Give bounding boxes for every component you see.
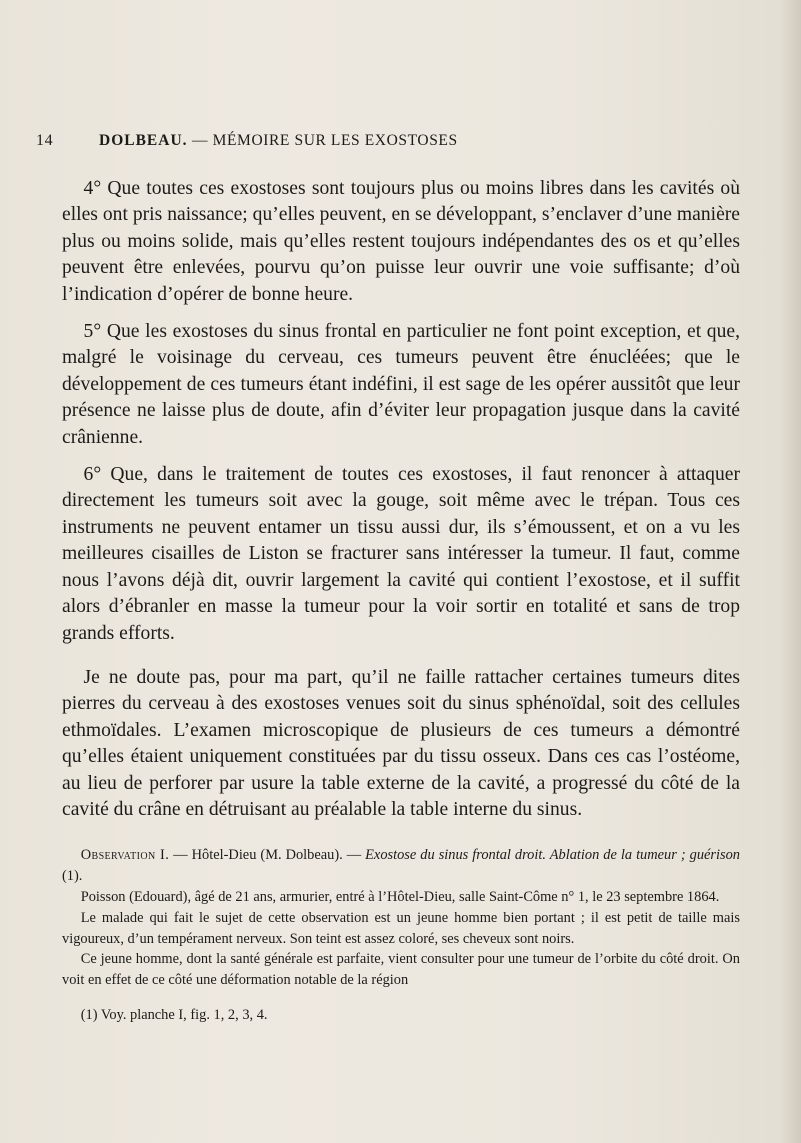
main-text bbox=[62, 176, 740, 1039]
observation-block bbox=[62, 845, 740, 991]
page-number: 14 bbox=[36, 132, 54, 149]
header-author: DOLBEAU. bbox=[99, 132, 188, 149]
observation-title: Exostose du sinus frontal droit. Ablation de la tumeur ; guérison bbox=[365, 847, 740, 864]
paragraph-point-4: 4° Que toutes ces exostoses sont toujours plus ou moins libres dans les cavités où elles ont pris naissance; qu’elles peuvent, en se développant, s’enclaver d’une manière plus ou moins solide, mais qu’elles restent toujours indépendantes des os et qu’elles peuvent être enlevées, pourvu qu’on puisse leur ouvrir une voie suffisante; d’où l’indication d’opérer de bonne heure. bbox=[62, 178, 740, 305]
running-title bbox=[99, 132, 458, 150]
observation-line-description: Le malade qui fait le sujet de cette observation est un jeune homme bien portant ; il est petit de taille mais vigoureux, d’un tempérament nerveux. Son teint est assez coloré, ses cheveux sont noirs. bbox=[62, 909, 740, 947]
running-header bbox=[36, 132, 736, 154]
observation-source: — Hôtel-Dieu (M. Dolbeau). — bbox=[173, 847, 362, 864]
header-title: MÉMOIRE SUR LES EXOSTOSES bbox=[212, 132, 458, 149]
observation-line-patient: Poisson (Edouard), âgé de 21 ans, armurier, entré à l’Hôtel-Dieu, salle Saint-Côme n° 1, le 23 septembre 1864. bbox=[80, 888, 720, 905]
paragraph-brain-stones: Je ne doute pas, pour ma part, qu’il ne faille rattacher certaines tumeurs dites pierres du cerveau à des exostoses venues soit du sinus sphénoïdal, soit des cellules ethmoïdales. L’examen microscopique de plusieurs de ces tumeurs a démontré qu’elles étaient uniquement constituées par du tissu osseux. Dans ces cas l’ostéome, au lieu de perforer par usure la table externe de la cavité, a progressé du côté de la cavité du crâne en détruisant au préalable la table interne du sinus. bbox=[62, 666, 740, 820]
paragraph-point-6: 6° Que, dans le traitement de toutes ces exostoses, il faut renoncer à attaquer directement les tumeurs soit avec la gouge, soit même avec le trépan. Tous ces instruments ne peuvent entamer un tissu aussi dur, ils s’émoussent, et on a vu les meilleures cisailles de Liston se fracturer sans intéresser la tumeur. Il faut, comme nous l’avons déjà dit, ouvrir largement la cavité qui contient l’exostose, et il suffit alors d’ébranler en masse la tumeur pour la voir sortir en totalité et sans de trop grands efforts. bbox=[62, 464, 740, 644]
paragraph-point-5: 5° Que les exostoses du sinus frontal en particulier ne font point exception, et que, malgré le voisinage du cerveau, ces tumeurs peuvent être énucléées; que le développement de ces tumeurs étant indéfini, il est sage de les opérer aussitôt que leur présence ne laisse plus de doute, afin d’éviter leur propagation jusque dans la cavité crânienne. bbox=[62, 321, 740, 448]
footnote: (1) Voy. planche I, fig. 1, 2, 3, 4. bbox=[80, 1006, 268, 1023]
page-edge-shadow bbox=[779, 0, 801, 1143]
observation-label: Observation I. bbox=[80, 847, 170, 864]
observation-heading bbox=[62, 845, 740, 887]
header-separator: — bbox=[192, 132, 209, 149]
observation-line-consultation: Ce jeune homme, dont la santé générale est parfaite, vient consulter pour une tumeur de l’orbite du côté droit. On voit en effet de ce côté une déformation notable de la région bbox=[62, 951, 740, 989]
observation-ref: (1). bbox=[62, 868, 83, 885]
